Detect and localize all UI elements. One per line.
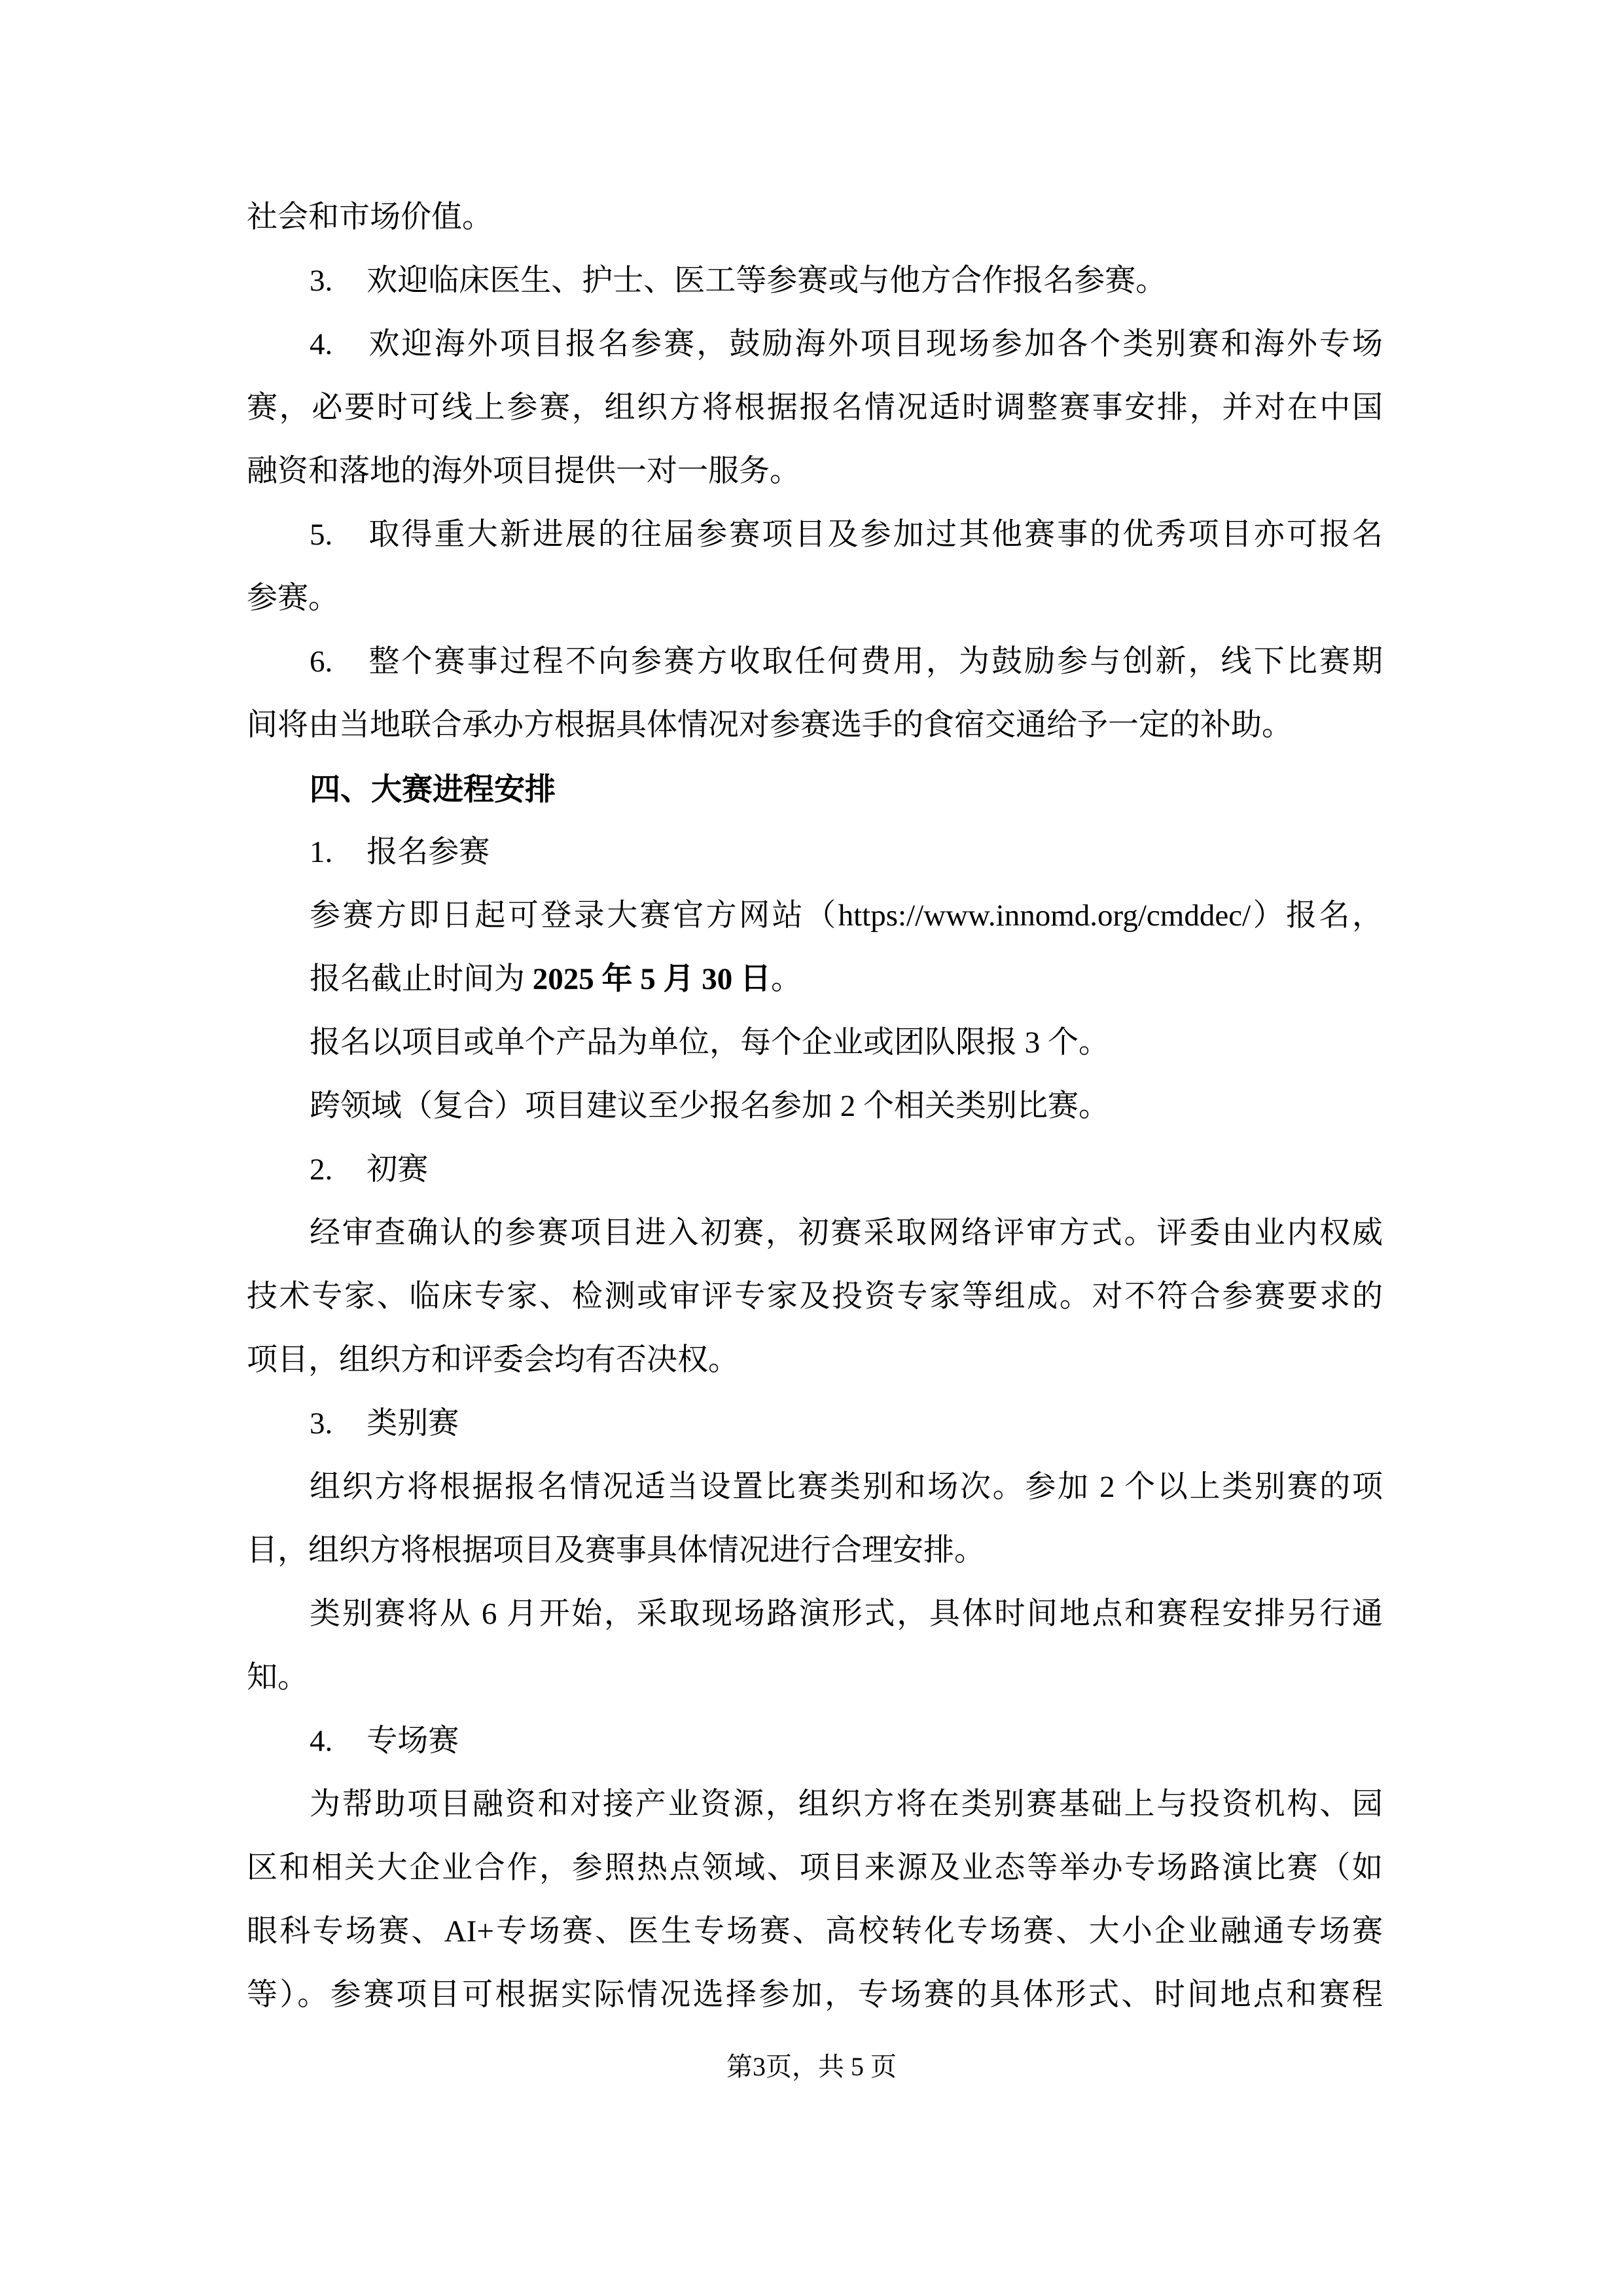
- text-segment: 报名截止时间为: [310, 962, 533, 996]
- text-segment: 区和相关大企业合作，参照热点领域、项目来源及业态等举办专场路演比赛（如: [247, 1851, 1383, 1885]
- text-line: [247, 1456, 1383, 1519]
- text-line: [247, 1202, 1383, 1265]
- text-segment: 跨领域（复合）项目建议至少报名参加 2 个相关类别比赛。: [310, 1089, 1109, 1123]
- text-line: [247, 1900, 1383, 1964]
- text-line: [247, 313, 1383, 376]
- text-segment: 类别赛将从 6 月开始，采取现场路演形式，具体时间地点和赛程安排另行通: [310, 1597, 1383, 1631]
- text-line: [247, 1138, 1383, 1202]
- text-line: [247, 948, 1383, 1011]
- text-segment: 5.: [310, 518, 333, 552]
- text-line: [247, 630, 1383, 694]
- text-segment: 取得重大新进展的往届参赛项目及参加过其他赛事的优秀项目亦可报名: [366, 518, 1383, 552]
- text-segment: 1.: [310, 835, 333, 869]
- text-line: [247, 1392, 1383, 1456]
- text-segment: 类别赛: [366, 1407, 459, 1441]
- text-line: [247, 503, 1383, 567]
- text-line: [247, 1964, 1383, 2027]
- website-url: https://www.innomd.org/cmddec/: [838, 899, 1251, 933]
- text-line: [247, 1265, 1383, 1329]
- text-segment: 项目，组织方和评委会均有否决权。: [247, 1343, 739, 1377]
- text-segment: 4.: [310, 1724, 333, 1758]
- text-segment: 赛，必要时可线上参赛，组织方将根据报名情况适时调整赛事安排，并对在中国: [247, 391, 1383, 425]
- text-line: [247, 376, 1383, 440]
- text-segment: 融资和落地的海外项目提供一对一服务。: [247, 454, 800, 488]
- text-segment: 间将由当地联合承办方根据具体情况对参赛选手的食宿交通给予一定的补助。: [247, 708, 1293, 742]
- text-line: [247, 821, 1383, 884]
- text-segment: 四、大赛进程安排: [310, 772, 556, 806]
- text-segment: 初赛: [366, 1153, 429, 1187]
- text-line: [247, 1519, 1383, 1583]
- text-line: [247, 1837, 1383, 1900]
- text-segment: 组织方将根据报名情况适当设置比赛类别和场次。参加 2 个以上类别赛的项: [310, 1470, 1383, 1504]
- deadline-date: 2025 年 5 月 30 日: [532, 962, 771, 996]
- section-heading: [247, 757, 1383, 821]
- text-segment: 。: [771, 962, 802, 996]
- text-segment: 4.: [310, 327, 333, 361]
- text-line: [247, 1329, 1383, 1392]
- text-line: [247, 884, 1383, 948]
- text-segment: 眼科专场赛、AI+专场赛、医生专场赛、高校转化专场赛、大小企业融通专场赛: [247, 1914, 1383, 1948]
- text-segment: 专场赛: [366, 1724, 459, 1758]
- text-segment: 2.: [310, 1153, 333, 1187]
- text-line: [247, 1075, 1383, 1138]
- text-line: [247, 186, 1383, 249]
- text-segment: 目，组织方将根据项目及赛事具体情况进行合理安排。: [247, 1534, 985, 1568]
- text-segment: 报名参赛: [366, 835, 490, 869]
- text-segment: 欢迎临床医生、护士、医工等参赛或与他方合作报名参赛。: [366, 264, 1167, 298]
- text-segment: 整个赛事过程不向参赛方收取任何费用，为鼓励参与创新，线下比赛期: [366, 645, 1383, 679]
- text-line: [247, 567, 1383, 630]
- text-line: [247, 1646, 1383, 1710]
- text-segment: 3.: [310, 1407, 333, 1441]
- document-body: [247, 186, 1383, 2027]
- text-line: [247, 1710, 1383, 1773]
- text-segment: 报名以项目或单个产品为单位，每个企业或团队限报 3 个。: [310, 1026, 1109, 1060]
- text-line: [247, 1011, 1383, 1075]
- text-line: [247, 694, 1383, 757]
- text-segment: 参赛方即日起可登录大赛官方网站（: [310, 899, 838, 933]
- text-segment: 技术专家、临床专家、检测或审评专家及投资专家等组成。对不符合参赛要求的: [247, 1280, 1383, 1314]
- text-segment: 3.: [310, 264, 333, 298]
- text-segment: 参赛。: [247, 581, 339, 615]
- text-segment: 社会和市场价值。: [247, 200, 493, 234]
- text-segment: 等）。参赛项目可根据实际情况选择参加，专场赛的具体形式、时间地点和赛程: [247, 1978, 1383, 2012]
- text-segment: 知。: [247, 1660, 308, 1695]
- text-segment: 经审查确认的参赛项目进入初赛，初赛采取网络评审方式。评委由业内权威: [310, 1216, 1383, 1250]
- text-segment: 6.: [310, 645, 333, 679]
- text-segment: 欢迎海外项目报名参赛，鼓励海外项目现场参加各个类别赛和海外专场: [366, 327, 1383, 361]
- text-line: [247, 440, 1383, 503]
- text-line: [247, 1773, 1383, 1837]
- text-line: [247, 1583, 1383, 1646]
- page-footer: 第3页，共 5 页: [726, 2052, 897, 2081]
- text-line: [247, 249, 1383, 313]
- text-segment: ）报名，: [1251, 899, 1383, 933]
- text-segment: 为帮助项目融资和对接产业资源，组织方将在类别赛基础上与投资机构、园: [310, 1787, 1383, 1821]
